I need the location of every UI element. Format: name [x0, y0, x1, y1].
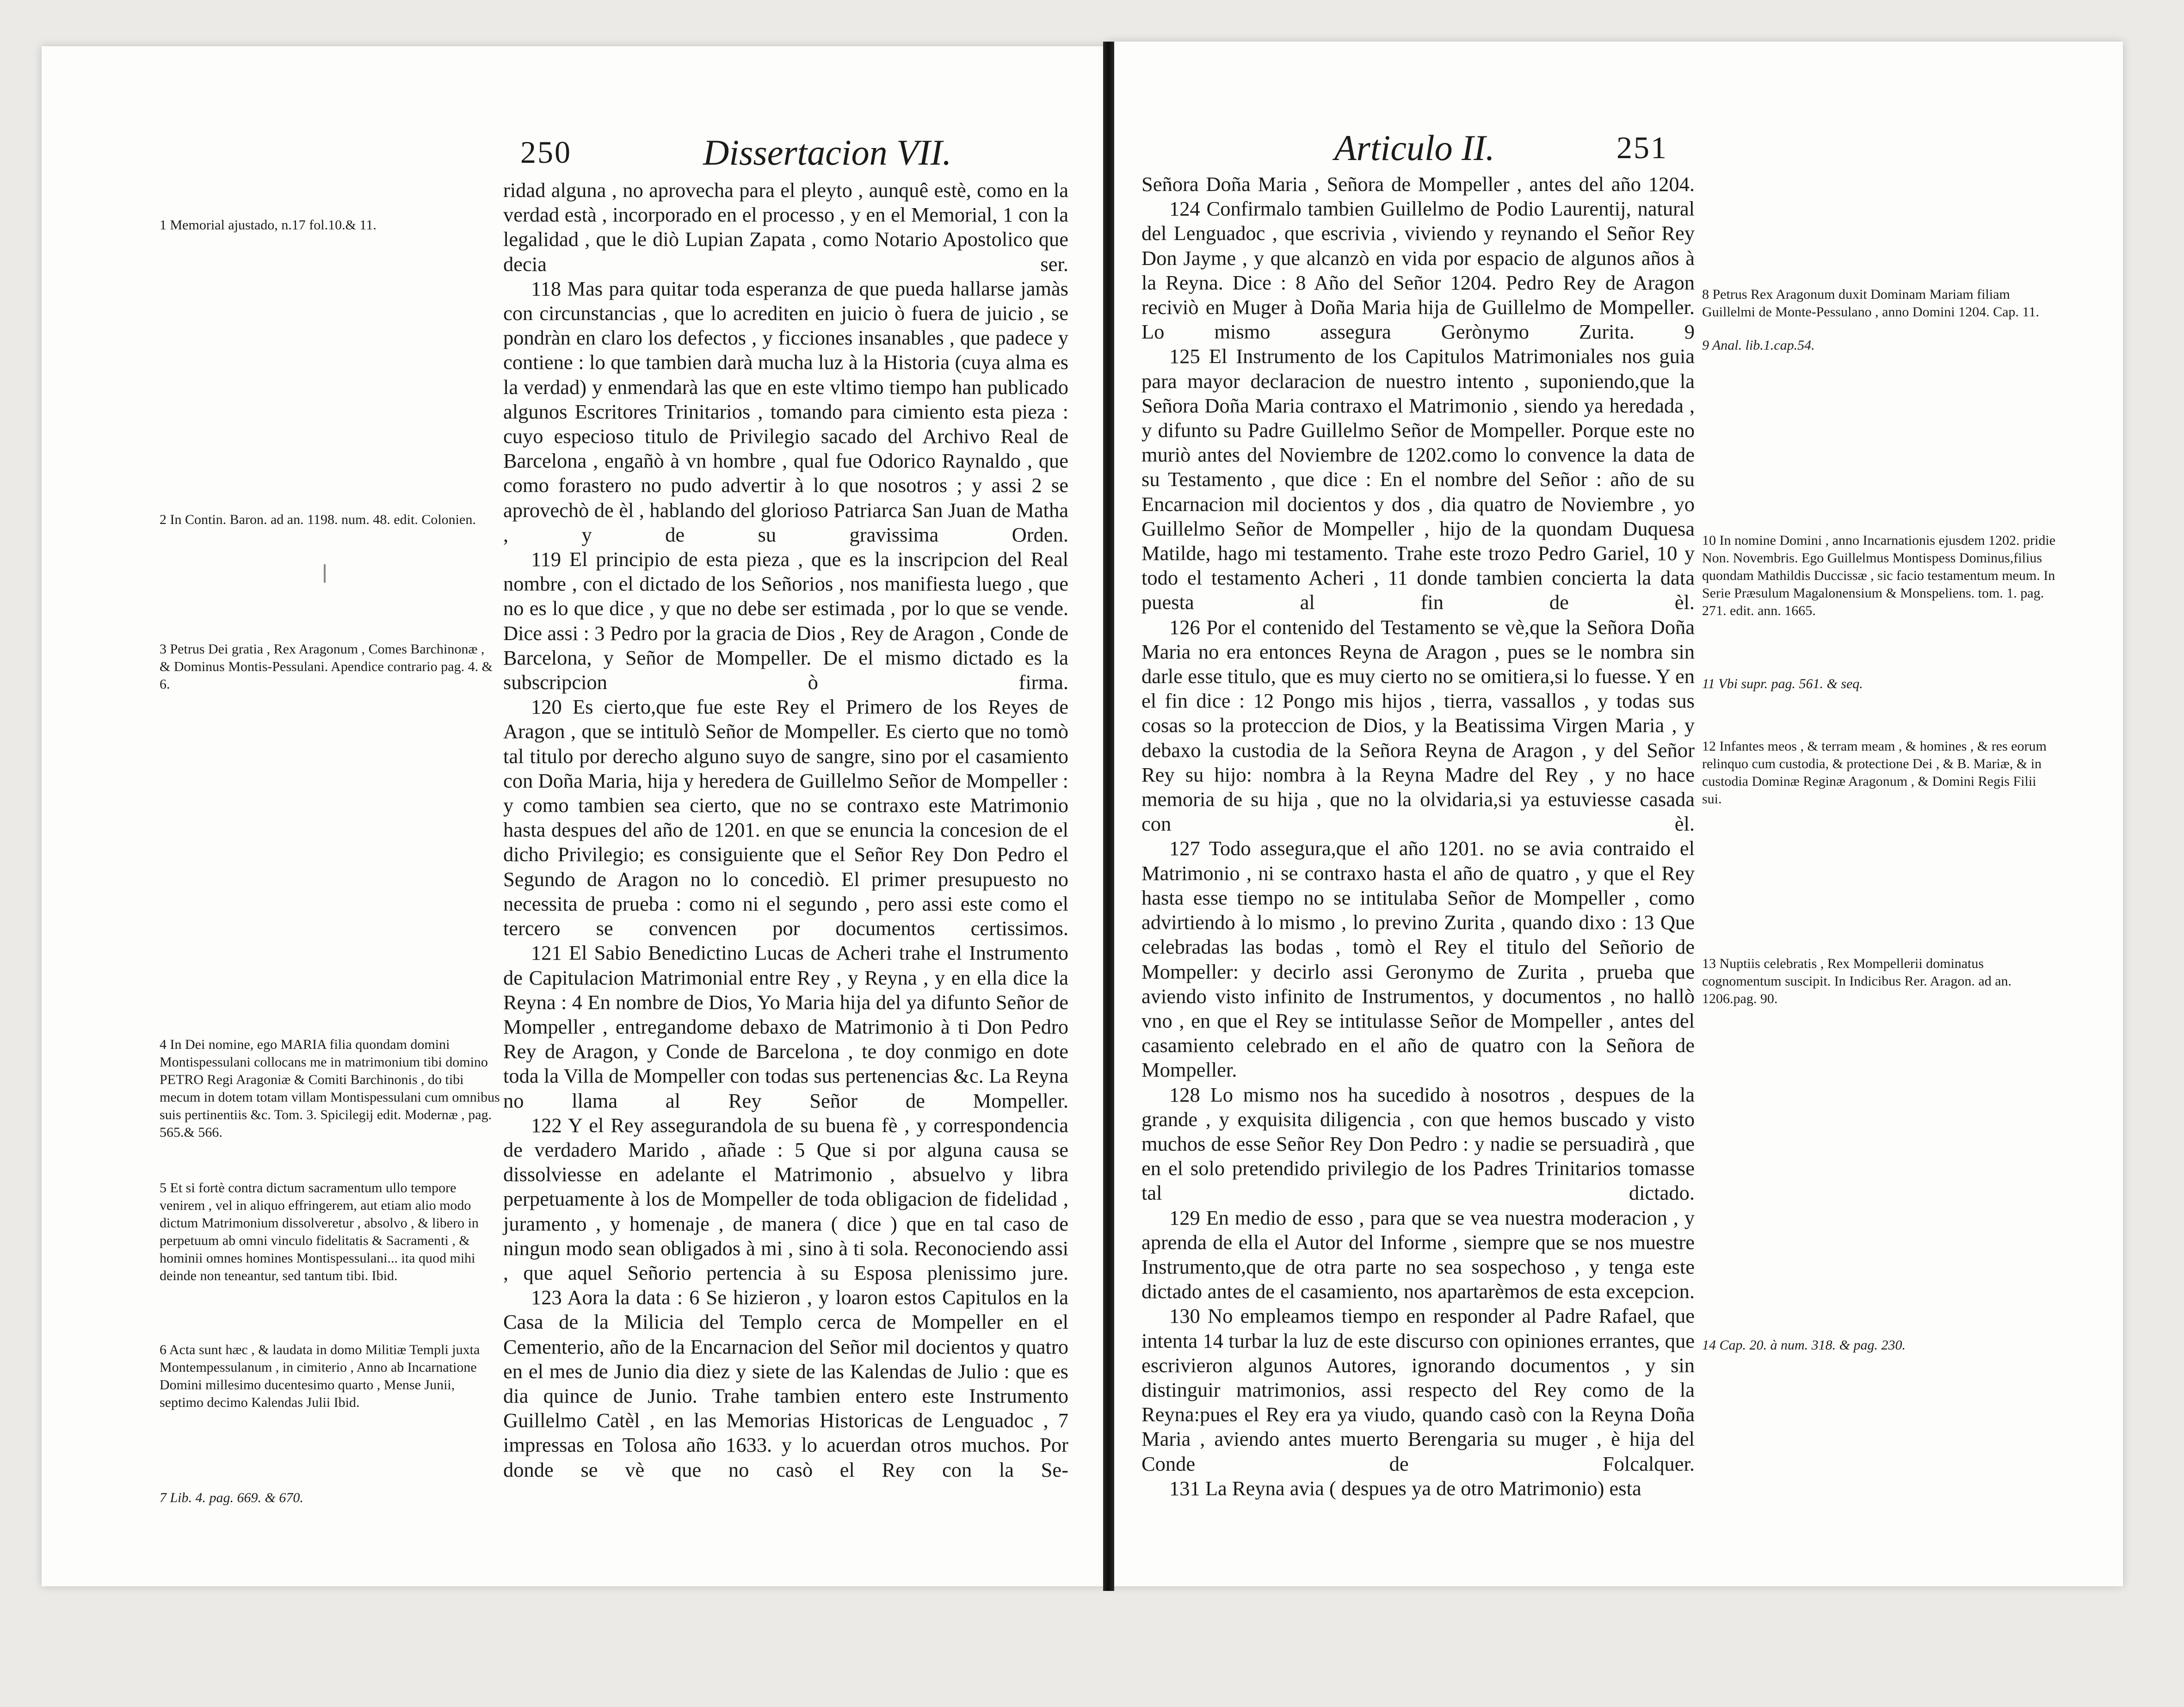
paragraph: 118 Mas para quitar toda esperanza de que pueda hallarse jamàs con circunstancias , que lo acrediten en juicio ò fuera de juicio , se pondràn en claro los defectos , y ficciones insanables , que padece y contiene : lo que tambien darà mucha luz à la Historia (cuya alma es la verdad) y enmendarà las que en este vltimo tiempo han publicado algunos Escritores Trinitarios , tomando para cimiento esta pieza : cuyo especioso titulo de Privilegio sacado del Archivo Real de Barcelona , engañò à vn hombre , qual fue Odorico Raynaldo , que como forastero no pudo advertir à lo que nosotros ; y assi 2 se aprovechò de èl , hablando del glorioso Patriarca San Juan de Matha , y de su gravissima Orden. [503, 277, 1068, 546]
book-gutter [1103, 42, 1114, 1591]
footnote-11: 11 Vbi supr. pag. 561. & seq. [1702, 676, 1863, 691]
paragraph: 127 Todo assegura,que el año 1201. no se avia contraido el Matrimonio , ni se contraxo hasta el año de quatro , y que el Rey hasta esse tiempo no se intitulaba Señor de Mompeller , como advirtiendo à lo mismo , lo previno Zurita , quando dixo : 13 Que celebradas las bodas , tomò el Rey el titulo del Señorio de Mompeller: y decirlo assi Geronymo de Zurita , prueba que aviendo visto infinito de Instrumentos, y documentos , no hallò vno , en que el Rey se intitulasse Señor de Mompeller , antes del casamiento celebrado en el año de quatro con la Señora de Mompeller. [1141, 837, 1695, 1082]
paragraph: 120 Es cierto,que fue este Rey el Primero de los Reyes de Aragon , que se intitulò Señor de Mompeller. Es cierto que no tomò tal titulo por derecho alguno suyo de sangre, sino por el casamiento con Doña Maria, hija y heredera de Guillelmo Señor de Mompeller : y como tambien sea cierto, que no se contraxo este Matrimonio hasta despues del año de 1201. en que se enuncia la concesion de el dicho Privilegio; es consiguiente que el Señor Rey Don Pedro el Segundo de Aragon no lo concediò. El primer presupuesto no necessita de prueba : como ni el segundo , pero assi este como el tercero se convencen por documentos certissimos. [503, 695, 1068, 940]
paragraph: 131 La Reyna avia ( despues ya de otro Matrimonio) esta [1169, 1476, 1641, 1500]
paragraph: Señora Doña Maria , Señora de Mompeller , antes del año 1204. [1141, 173, 1695, 196]
ink-mark [324, 564, 326, 583]
footnote-14: 14 Cap. 20. à num. 318. & pag. 230. [1702, 1337, 1906, 1353]
left-main-text [503, 178, 1068, 1482]
paragraph: 123 Aora la data : 6 Se hizieron , y loaron estos Capitulos en la Casa de la Milicia del Templo cerca de Mompeller en el Cementerio, año de la Encarnacion del Señor mil docientos y quatro en el mes de Junio dia diez y siete de las Kalendas de Julio : que es dia quince de Junio. Trahe tambien entero este Instrumento Guillelmo Catèl , en las Memorias Historicas de Lenguadoc , 7 impressas en Tolosa año 1633. y lo acuerdan otros muchos. Por donde se vè que no casò el Rey con la Se- [503, 1286, 1068, 1481]
footnote-6: 6 Acta sunt hæc , & laudata in domo Militiæ Templi juxta Montempessulanum , in cimiterio , Anno ab Incarnatione Domini millesimo ducentesimo quarto , Mense Junii, septimo decimo Kalendas Julii Ibid. [160, 1342, 480, 1410]
right-page-number: 251 [1616, 130, 1668, 165]
footnote-12: 12 Infantes meos , & terram meam , & homines , & res eorum relinquo cum custodia, & protectione Dei , & B. Mariæ, & in custodia Dominæ Reginæ Aragonum , & Domini Regis Filii sui. [1702, 739, 2047, 807]
paragraph: 122 Y el Rey assegurandola de su buena fè , y correspondencia de verdadero Marido , añade : 5 Que si por alguna causa se dissolviesse en adelante el Matrimonio , absuelvo y libra perpetuamente à los de Mompeller de toda obligacion de fidelidad , juramento , y homenaje , de manera ( dice ) que en tal caso de ningun modo sean obligados à mi , sino à ti sola. Reconociendo assi , que aquel Señorio pertencia à su Esposa plenissimo jure. [503, 1113, 1068, 1284]
paragraph: 130 No empleamos tiempo en responder al Padre Rafael, que intenta 14 turbar la luz de este discurso con opiniones errantes, que escrivieron algunos Autores, ignorando documentos , y sin distinguir matrimonios, assi respecto del Rey como de la Reyna:pues el Rey era ya viudo, quando casò con la Reyna Doña Maria , aviendo antes muerto Berengaria su muger , è hija del Conde de Folcalquer. [1141, 1304, 1695, 1475]
left-running-head: Dissertacion VII. [703, 132, 952, 173]
footnote-13: 13 Nuptiis celebratis , Rex Mompellerii dominatus cognomentum suscipit. In Indicibus Rer. Aragon. ad an. 1206.pag. 90. [1702, 956, 2012, 1006]
footnote-2: 2 In Contin. Baron. ad an. 1198. num. 48. edit. Colonien. [160, 512, 476, 527]
paragraph: 128 Lo mismo nos ha sucedido à nosotros , despues de la grande , y exquisita diligencia , con que hemos buscado y visto muchos de esse Señor Rey Don Pedro : y nadie se persuadirà , que en el solo pretendido privilegio de los Padres Trinitarios tomasse tal dictado. [1141, 1083, 1695, 1205]
right-running-head: Articulo II. [1334, 128, 1495, 168]
paragraph: ridad alguna , no aprovecha para el pleyto , aunquê estè, como en la verdad està , incorporado en el processo , y en el Memorial, 1 con la legalidad , que le diò Lupian Zapata , como Notario Apostolico que decia ser. [503, 179, 1068, 276]
footnote-4: 4 In Dei nomine, ego MARIA filia quondam domini Montispessulani collocans me in matrimonium tibi domino PETRO Regi Aragoniæ & Comiti Barchinonis , do tibi mecum in dotem totam villam Montispessulani cum omnibus suis pertinentiis &c. Tom. 3. Spicilegij edit. Modernæ , pag. 565.& 566. [160, 1037, 500, 1140]
right-main-text [1141, 172, 1695, 1501]
footnote-1: 1 Memorial ajustado, n.17 fol.10.& 11. [160, 217, 376, 233]
paragraph: 129 En medio de esso , para que se vea nuestra moderacion , y aprenda de ella el Autor del Informe , siempre que se nos muestre Instrumento,que de otra parte no sea sospechoso , y tenga este dictado antes de el casamiento, nos apartarèmos de esta excepcion. [1141, 1206, 1695, 1303]
paragraph: 121 El Sabio Benedictino Lucas de Acheri trahe el Instrumento de Capitulacion Matrimonial entre Rey , y Reyna , y en ella dice la Reyna : 4 En nombre de Dios, Yo Maria hija del ya difunto Señor de Mompeller , entregandome debaxo de Matrimonio à ti Don Pedro Rey de Aragon, y Conde de Barcelona , te doy conmigo en dote toda la Villa de Mompeller con todas sus pertenencias &c. La Reyna no llama al Rey Señor de Mompeller. [503, 941, 1068, 1112]
paragraph: 125 El Instrumento de los Capitulos Matrimoniales nos guia para mayor declaracion de nuestro intento , suponiendo,que la Señora Doña Maria contraxo el Matrimonio , siendo ya heredada , y difunto su Padre Guillelmo Señor de Mompeller. Porque este no muriò antes del Noviembre de 1202.como lo convence la data de su Testamento , que dice : En el nombre del Señor : año de su Encarnacion mil docientos y dos , dia quatro de Noviembre , yo Guillelmo Señor de Mompeller , hijo de la quondam Duquesa Matilde, hago mi testamento. Trahe este trozo Pedro Gariel, 10 y todo el testamento Acheri , 11 donde tambien concierta la data puesta al fin de èl. [1141, 345, 1695, 614]
footnote-7: 7 Lib. 4. pag. 669. & 670. [160, 1490, 303, 1505]
footnote-9: 9 Anal. lib.1.cap.54. [1702, 338, 1815, 353]
footnote-8: 8 Petrus Rex Aragonum duxit Dominam Mariam filiam Guillelmi de Monte-Pessulano , anno Domini 1204. Cap. 11. [1702, 287, 2039, 320]
footnote-5: 5 Et si fortè contra dictum sacramentum ullo tempore venirem , vel in aliquo effringerem, aut etiam alio modo dictum Matrimonium dissolveretur , absolvo , & libero in perpetuum ab omni vinculo fidelitatis & Sacramenti , & hominii omnes homines Montispessulani... ita quod mihi deinde non teneantur, sed tantum tibi. Ibid. [160, 1180, 479, 1283]
paragraph: 126 Por el contenido del Testamento se vè,que la Señora Doña Maria no era entonces Reyna de Aragon , pues se le nombra sin darle esse titulo, que es muy cierto no se omitiera,si lo fuesse. Y en el fin dice : 12 Pongo mis hijos , tierra, vassallos , y todas sus cosas so la proteccion de Dios, y la Beatissima Virgen Maria , y debaxo la custodia de la Señora Reyna de Aragon , y del Señor Rey su hijo: nombra à la Reyna Madre del Rey , y no hace memoria de su hija , que no la olvidaria,si ya estuviesse casada con èl. [1141, 615, 1695, 836]
footnote-3: 3 Petrus Dei gratia , Rex Aragonum , Comes Barchinonæ , & Dominus Montis-Pessulani. Apendice contrario pag. 4. & 6. [160, 641, 493, 692]
paragraph: 124 Confirmalo tambien Guillelmo de Podio Laurentij, natural del Lenguadoc , que escrivia , viviendo y reynando el Señor Rey Don Jayme , y que alcanzò en vida por espacio de algunos años à la Reyna. Dice : 8 Año del Señor 1204. Pedro Rey de Aragon reciviò en Muger à Doña Maria hija de Guillelmo de Mompeller. Lo mismo assegura Gerònymo Zurita. 9 [1141, 197, 1695, 344]
footnote-10: 10 In nomine Domini , anno Incarnationis ejusdem 1202. pridie Non. Novembris. Ego Guillelmus Montispess Dominus,filius quondam Mathildis Duccissæ , sic facio testamentum meum. In Serie Præsulum Magalonensium & Monspeliens. tom. 1. pag. 271. edit. ann. 1665. [1702, 533, 2056, 618]
paragraph: 119 El principio de esta pieza , que es la inscripcion del Real nombre , con el dictado de los Señorios , nos manifiesta luego , que no es lo que dice , y que no debe ser estimada , por lo que se vende. Dice assi : 3 Pedro por la gracia de Dios , Rey de Aragon , Conde de Barcelona, y Señor de Mompeller. De el mismo dictado es la subscripcion ò firma. [503, 548, 1068, 694]
left-page-number: 250 [520, 135, 572, 170]
